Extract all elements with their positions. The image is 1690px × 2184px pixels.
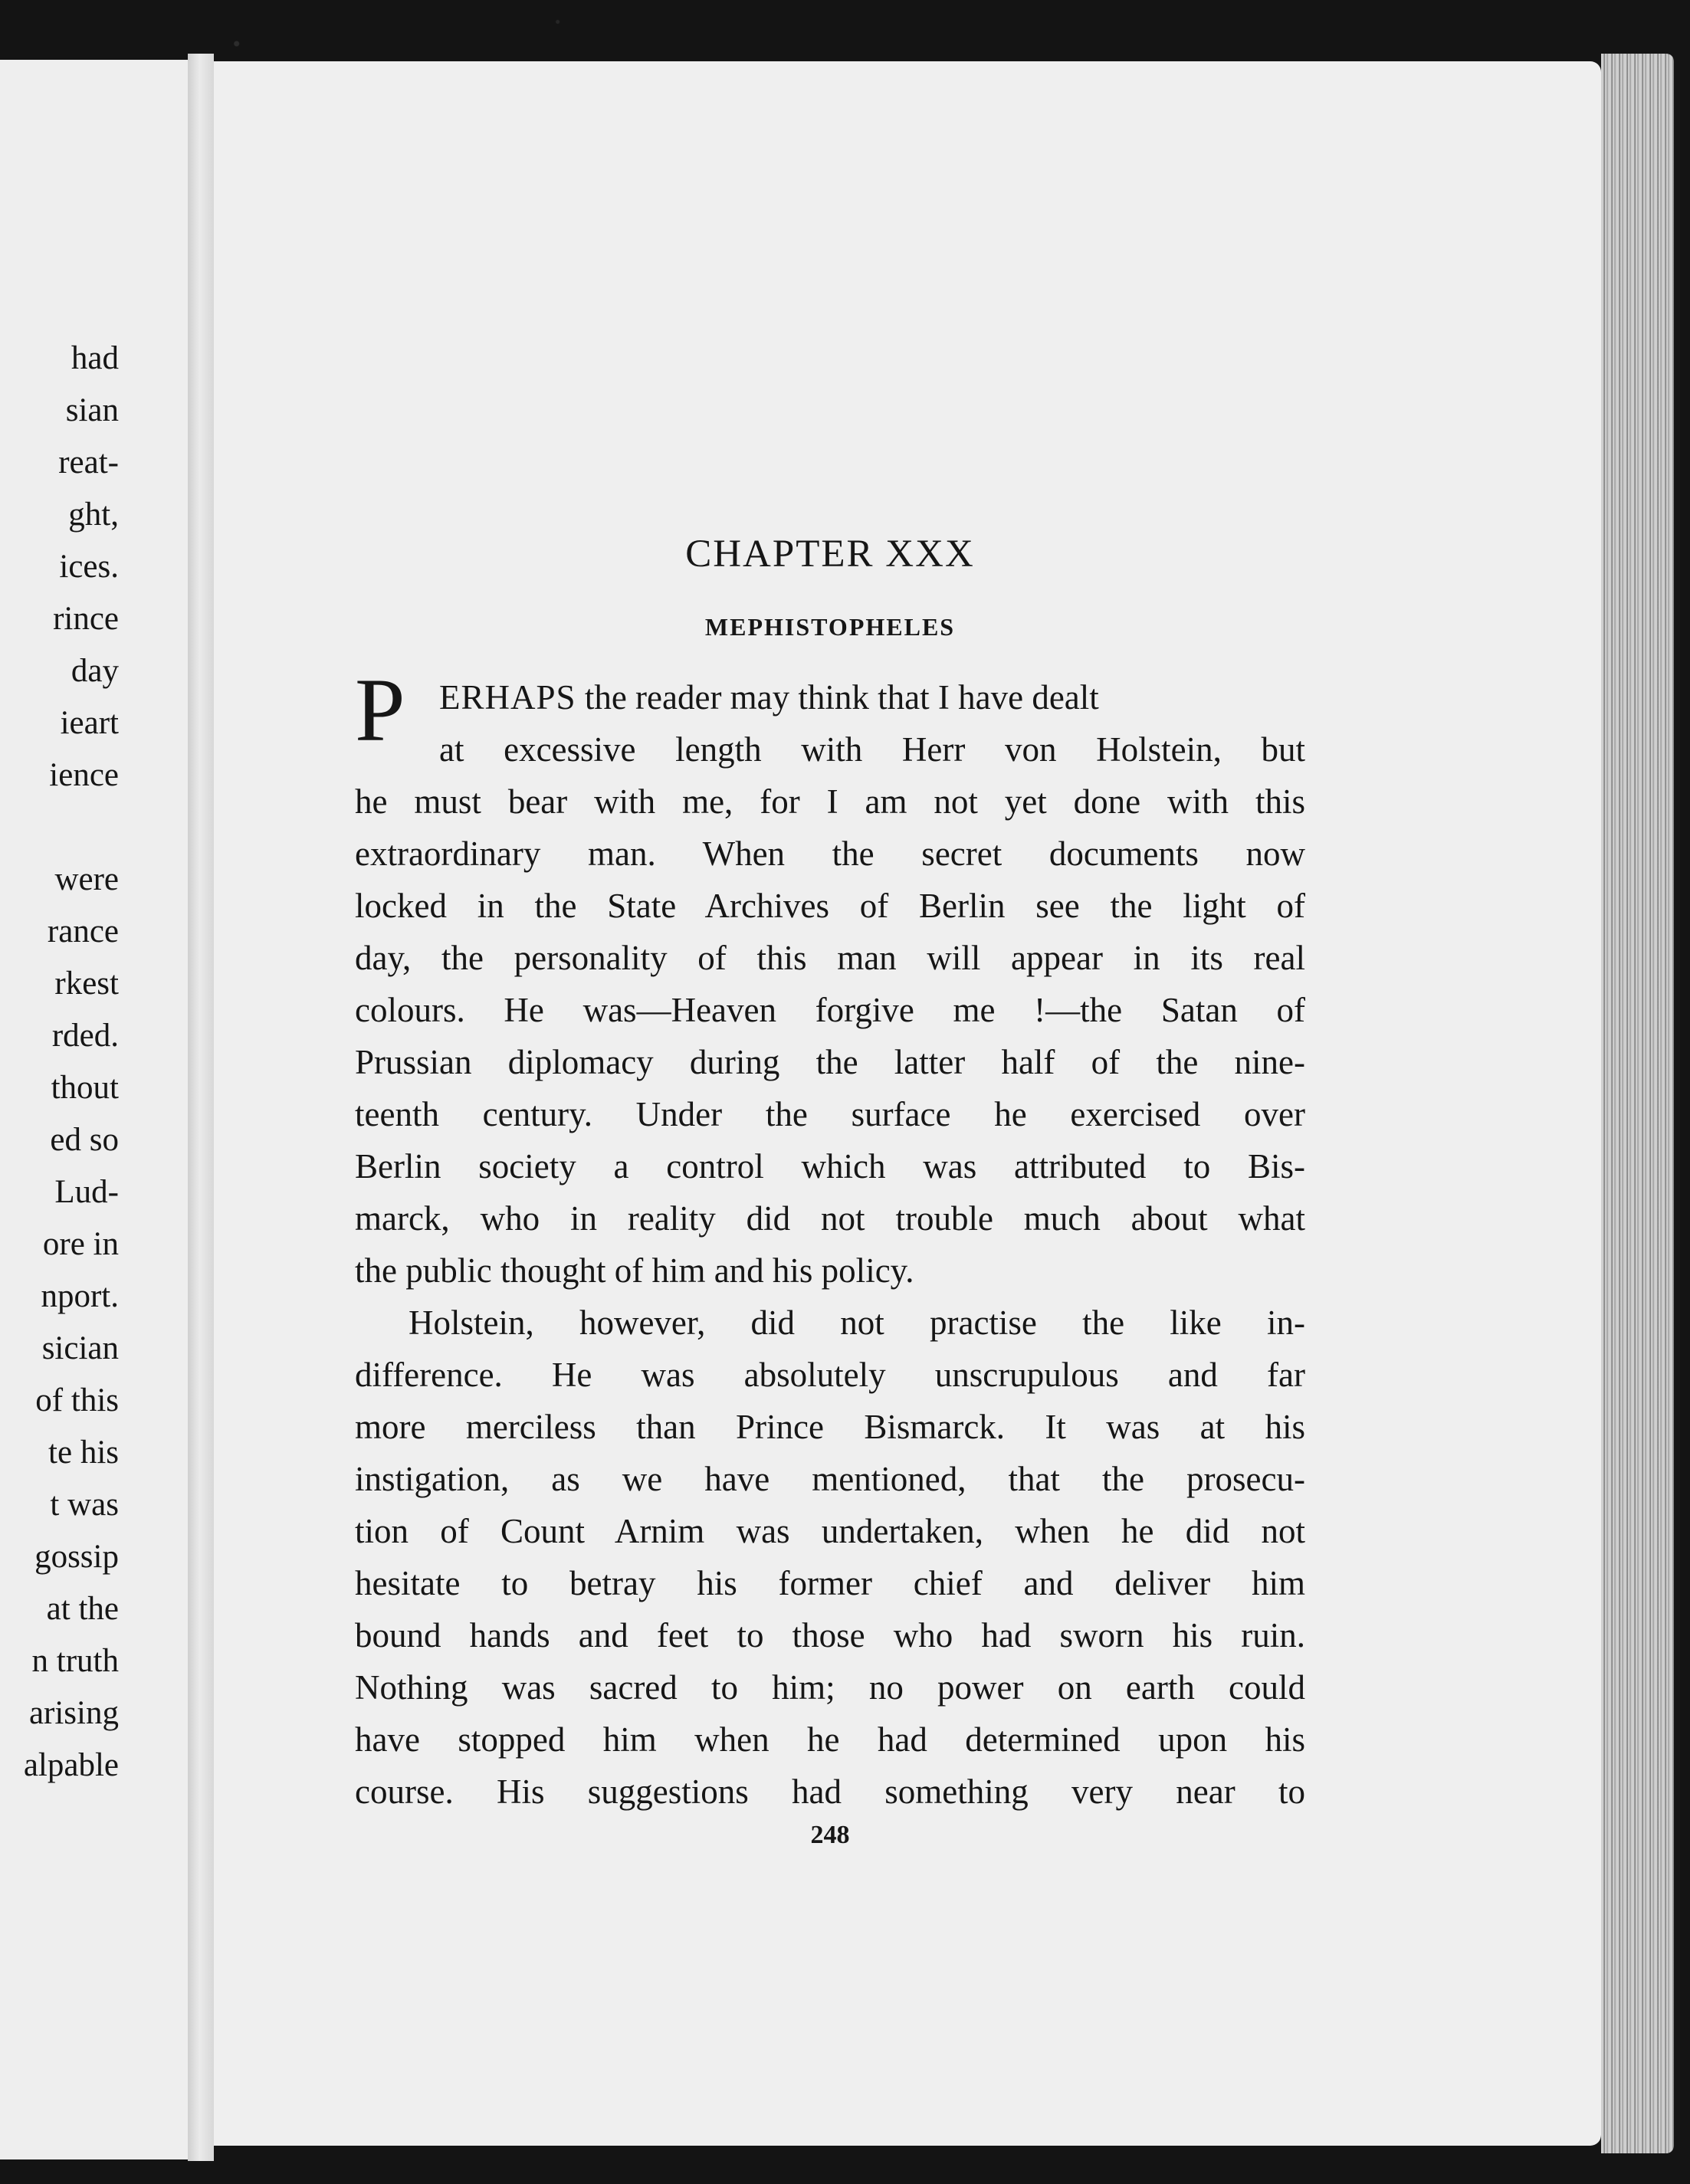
first-word-caps: ERHAPS <box>439 678 576 717</box>
text-line: instigation, as we have mentioned, that the prosecu- <box>355 1460 1305 1498</box>
left-page-fragment: at the <box>46 1591 119 1627</box>
text-line: at excessive length with Herr von Holstein, but <box>439 730 1305 769</box>
left-facing-page <box>0 60 190 2159</box>
left-page-fragment: of this <box>35 1382 119 1418</box>
left-page-fragment: had <box>71 340 119 376</box>
left-page-fragment: rance <box>47 913 119 949</box>
text-line-rest: the reader may think that I have dealt <box>576 678 1099 717</box>
text-line: Nothing was sacred to him; no power on earth could <box>355 1668 1305 1707</box>
left-page-fragment: rded. <box>51 1018 119 1054</box>
text-line: Holstein, however, did not practise the like in- <box>409 1304 1305 1342</box>
page-text-block <box>355 0 1305 2184</box>
left-page-fragment: reat- <box>58 444 119 480</box>
left-page-fragment: ore in <box>42 1226 119 1262</box>
left-page-fragment: rince <box>53 601 119 637</box>
left-page-fragment: ieart <box>60 705 119 741</box>
text-line: locked in the State Archives of Berlin see the light of <box>355 887 1305 925</box>
left-page-fragment: Lud- <box>54 1174 119 1210</box>
chapter-title: CHAPTER XXX <box>685 533 975 576</box>
text-line: extraordinary man. When the secret documents now <box>355 835 1305 873</box>
left-page-fragment: rkest <box>54 966 119 1002</box>
left-page-fragment: alpable <box>23 1747 119 1783</box>
left-page-fragment: ed so <box>50 1122 119 1158</box>
text-line: hesitate to betray his former chief and deliver him <box>355 1564 1305 1602</box>
left-page-fragment: ices. <box>59 549 119 585</box>
text-line: the public thought of him and his policy. <box>355 1251 914 1290</box>
left-page-fragment: thout <box>51 1070 119 1106</box>
left-page-fragment: sian <box>65 392 119 428</box>
text-line: Berlin society a control which was attributed to Bis- <box>355 1147 1305 1185</box>
text-line: colours. He was—Heaven forgive me !—the Satan of <box>355 991 1305 1029</box>
left-page-fragment: day <box>71 653 119 689</box>
text-line: have stopped him when he had determined upon his <box>355 1720 1305 1759</box>
left-page-fragment: arising <box>28 1695 119 1731</box>
text-line: difference. He was absolutely unscrupulous and far <box>355 1356 1305 1394</box>
page-number: 248 <box>810 1821 850 1849</box>
left-page-fragment: nport. <box>41 1278 119 1314</box>
text-line: he must bear with me, for I am not yet done with this <box>355 782 1305 821</box>
chapter-subtitle: MEPHISTOPHELES <box>704 613 956 641</box>
left-page-fragment: ght, <box>68 497 119 533</box>
book-gutter <box>188 54 214 2161</box>
text-line: teenth century. Under the surface he exercised over <box>355 1095 1305 1133</box>
text-line: more merciless than Prince Bismarck. It was at his <box>355 1408 1305 1446</box>
text-line: tion of Count Arnim was undertaken, when he did not <box>355 1512 1305 1550</box>
text-line <box>439 680 1305 715</box>
left-page-fragment: ience <box>49 757 119 793</box>
text-line: Prussian diplomacy during the latter half of the nine- <box>355 1043 1305 1081</box>
left-page-fragment: t was <box>50 1487 119 1523</box>
text-line: bound hands and feet to those who had sworn his ruin. <box>355 1616 1305 1654</box>
left-page-fragment: n truth <box>31 1643 119 1679</box>
left-page-fragment: were <box>54 861 119 897</box>
text-line: course. His suggestions had something very near to <box>355 1772 1305 1811</box>
text-line: day, the personality of this man will appear in its real <box>355 939 1305 977</box>
text-line: marck, who in reality did not trouble much about what <box>355 1199 1305 1238</box>
page-edge-stack <box>1601 54 1674 2153</box>
left-page-fragment: gossip <box>34 1539 119 1575</box>
left-page-fragment: sician <box>41 1330 119 1366</box>
left-page-fragment: te his <box>48 1435 119 1471</box>
drop-cap: P <box>355 660 405 760</box>
